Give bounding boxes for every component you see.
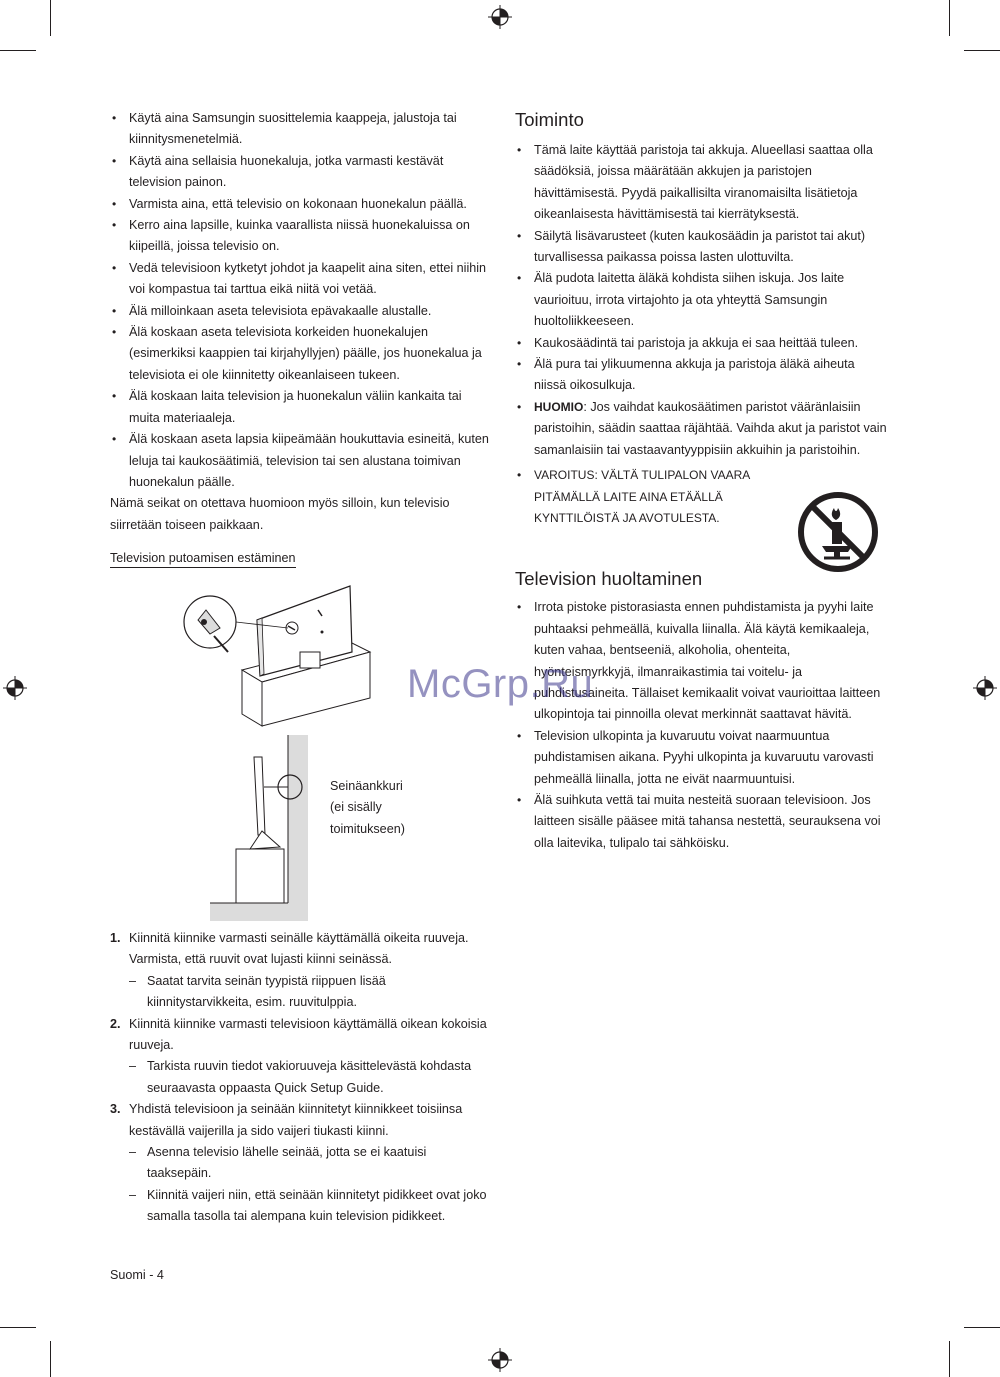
list-item: • Kaukosäädintä tai paristoja ja akkuja ei saa heittää tuleen. — [515, 333, 890, 354]
step-number: 1. — [110, 931, 121, 945]
warning-line: KYNTTILÖISTÄ JA AVOTULESTA. — [534, 510, 720, 525]
steps-list — [110, 1099, 490, 1142]
list-item: • Irrota pistoke pistorasiasta ennen puhdistamista ja pyyhi laite puhtaaksi pehmeällä, kuivalla liinalla. Älä käytä kemikaaleja, kuten vahaa, bentseeniä, alkoholia, ohenteita, hyönteismyrkkyjä, ilmanraikastimia tai voitelu- ja puhdistusaineita. Tällaiset kemikaalit voivat vaurioittaa laitteen ulkopintoja tai pinnoilla olevat merkinnät saattavat hävitä. — [515, 597, 890, 725]
step-number: 2. — [110, 1016, 121, 1031]
crop-mark — [50, 1341, 51, 1377]
registration-target-icon — [973, 676, 997, 700]
crop-mark — [0, 50, 36, 51]
registration-target-icon — [488, 5, 512, 29]
list-item: • Käytä aina Samsungin suosittelemia kaappeja, jalustoja tai kiinnitysmenetelmiä. — [110, 108, 490, 151]
no-candle-icon — [796, 490, 880, 574]
right-column — [515, 108, 890, 854]
warning-line: PITÄMÄLLÄ LAITE AINA ETÄÄLLÄ — [534, 489, 723, 504]
caption-line: (ei sisälly — [330, 800, 382, 815]
list-item: • Television ulkopinta ja kuvaruutu voivat naarmuuntua puhdistamisen aikana. Pyyhi ulkopinta ja kuvaruutu varovasti pehmeällä liinalla, jotta ne eivät naarmuuntuisi. — [515, 726, 890, 790]
list-item — [515, 397, 890, 461]
list-item: • Älä pura tai ylikuumenna akkuja ja paristoja äläkä aiheuta niissä oikosulkuja. — [515, 354, 890, 397]
step-text: Yhdistä televisioon ja seinään kiinnitetyt kiinnikkeet toisiinsa kestävällä vaijerilla ja sido vaijeri tiukasti kiinni. — [129, 1102, 463, 1138]
crop-mark — [949, 0, 950, 36]
substep-list — [110, 971, 490, 1014]
list-item: • Älä koskaan aseta lapsia kiipeämään houkuttavia esineitä, kuten leluja tai kaukosäätimiä, television tai sen alustana toimivan huonekalun päälle. — [110, 429, 490, 493]
page-footer: Suomi - 4 — [110, 1268, 164, 1282]
crop-mark — [0, 1327, 36, 1328]
list-item: • Säilytä lisävarusteet (kuten kaukosäädin ja paristot tai akut) turvallisessa paikassa poissa lasten ulottuvilta. — [515, 226, 890, 269]
section-title-toiminto: Toiminto — [515, 109, 584, 130]
step-text: Kiinnitä kiinnike varmasti televisioon käyttämällä oikean kokoisia ruuveja. — [129, 1016, 487, 1053]
step-item — [110, 1099, 490, 1142]
watermark: McGrp.Ru — [407, 662, 594, 706]
substep-item: – Saatat tarvita seinän tyypistä riippuen lisää kiinnitystarvikkeita, esim. ruuvitulppia. — [110, 971, 490, 1014]
wall-anchor-caption — [330, 776, 405, 840]
list-item: • Varmista aina, että televisio on kokonaan huonekalun päällä. — [110, 194, 490, 215]
registration-target-icon — [488, 1348, 512, 1372]
subheading: Television putoamisen estäminen — [110, 549, 296, 568]
substep-item: – Kiinnitä vaijeri niin, että seinään kiinnitetyt pidikkeet ovat joko samalla tasolla tai alempana kuin television pidikkeet. — [110, 1185, 490, 1228]
crop-mark — [50, 0, 51, 36]
huomio-text: : Jos vaihdat kaukosäätimen paristot vääränlaisiin paristoihin, säädin saattaa räjähtää. Vaihda akut ja paristot vain samanlaisiin tai vastaavantyyppisiin akkuihin ja paristoihin. — [534, 399, 887, 457]
crop-mark — [964, 1327, 1000, 1328]
substep-item: – Asenna televisio lähelle seinää, jotta se ei kaatuisi taaksepäin. — [110, 1142, 490, 1185]
wall-anchor-side-illustration — [210, 735, 320, 925]
list-item: • Vedä televisioon kytketyt johdot ja kaapelit aina siten, ettei niihin voi kompastua tai tarttua eikä niitä voi vetää. — [110, 258, 490, 301]
note-paragraph: Nämä seikat on otettava huomioon myös silloin, kun televisio siirretään toiseen paikkaan. — [110, 496, 450, 532]
step-number: 3. — [110, 1102, 121, 1117]
tv-on-stand-illustration — [180, 580, 400, 730]
list-item: • Älä milloinkaan aseta televisiota epävakaalle alustalle. — [110, 301, 490, 322]
huoltaminen-list — [515, 597, 890, 854]
steps-list — [110, 1014, 490, 1057]
section-title-huoltaminen: Television huoltaminen — [515, 568, 703, 590]
step-item — [110, 928, 490, 971]
list-item: • Älä koskaan laita television ja huonekalun väliin kankaita tai muita materiaaleja. — [110, 386, 490, 429]
list-item: • Älä suihkuta vettä tai muita nesteitä suoraan televisioon. Jos laitteen sisälle pääsee mitä tahansa nestettä, seurauksena voi olla laitevika, tulipalo tai sähköisku. — [515, 790, 890, 854]
caption-line: toimitukseen) — [330, 821, 405, 836]
list-item: • Tämä laite käyttää paristoja tai akkuja. Alueellasi saattaa olla säädöksiä, joissa määrätään akkujen ja paristojen hävittämisestä. Pyydä paikallisilta viranomaisilta lisätietoja oikeanlaisesta hävittämisestä tai kierrätyksestä. — [515, 140, 890, 226]
warning-line: • VAROITUS: VÄLTÄ TULIPALON VAARA — [534, 468, 751, 483]
steps-list — [110, 928, 490, 971]
step-item — [110, 1014, 490, 1057]
safety-list — [110, 108, 490, 493]
list-item: • Käytä aina sellaisia huonekaluja, jotka varmasti kestävät television painon. — [110, 151, 490, 194]
huomio-label: HUOMIO — [534, 399, 584, 414]
crop-mark — [964, 50, 1000, 51]
list-item: • Älä koskaan aseta televisiota korkeiden huonekalujen (esimerkiksi kaappien tai kirjahyllyjen) päälle, jos huonekalua ja televisiota ei ole kiinnitetty oikeanlaiseen tukeen. — [110, 322, 490, 386]
list-item: • Kerro aina lapsille, kuinka vaarallista niissä huonekaluissa on kiipeillä, joissa televisio on. — [110, 215, 490, 258]
caption-line: Seinäankkuri — [330, 779, 403, 793]
toiminto-list — [515, 140, 890, 461]
substep-list — [110, 1056, 490, 1099]
substep-list — [110, 1142, 490, 1228]
registration-target-icon — [3, 676, 27, 700]
substep-item: – Tarkista ruuvin tiedot vakioruuveja käsittelevästä kohdasta seuraavasta oppaasta Quick Setup Guide. — [110, 1056, 490, 1099]
left-column — [110, 108, 490, 570]
steps-block — [110, 928, 490, 1228]
crop-mark — [949, 1341, 950, 1377]
step-text: Kiinnitä kiinnike varmasti seinälle käyttämällä oikeita ruuveja. Varmista, että ruuvit ovat lujasti kiinni seinässä. — [129, 931, 469, 967]
list-item: • Älä pudota laitetta äläkä kohdista siihen iskuja. Jos laite vaurioituu, irrota virtajohto ja ota yhteyttä Samsungin huoltoliikkeeseen. — [515, 268, 890, 332]
